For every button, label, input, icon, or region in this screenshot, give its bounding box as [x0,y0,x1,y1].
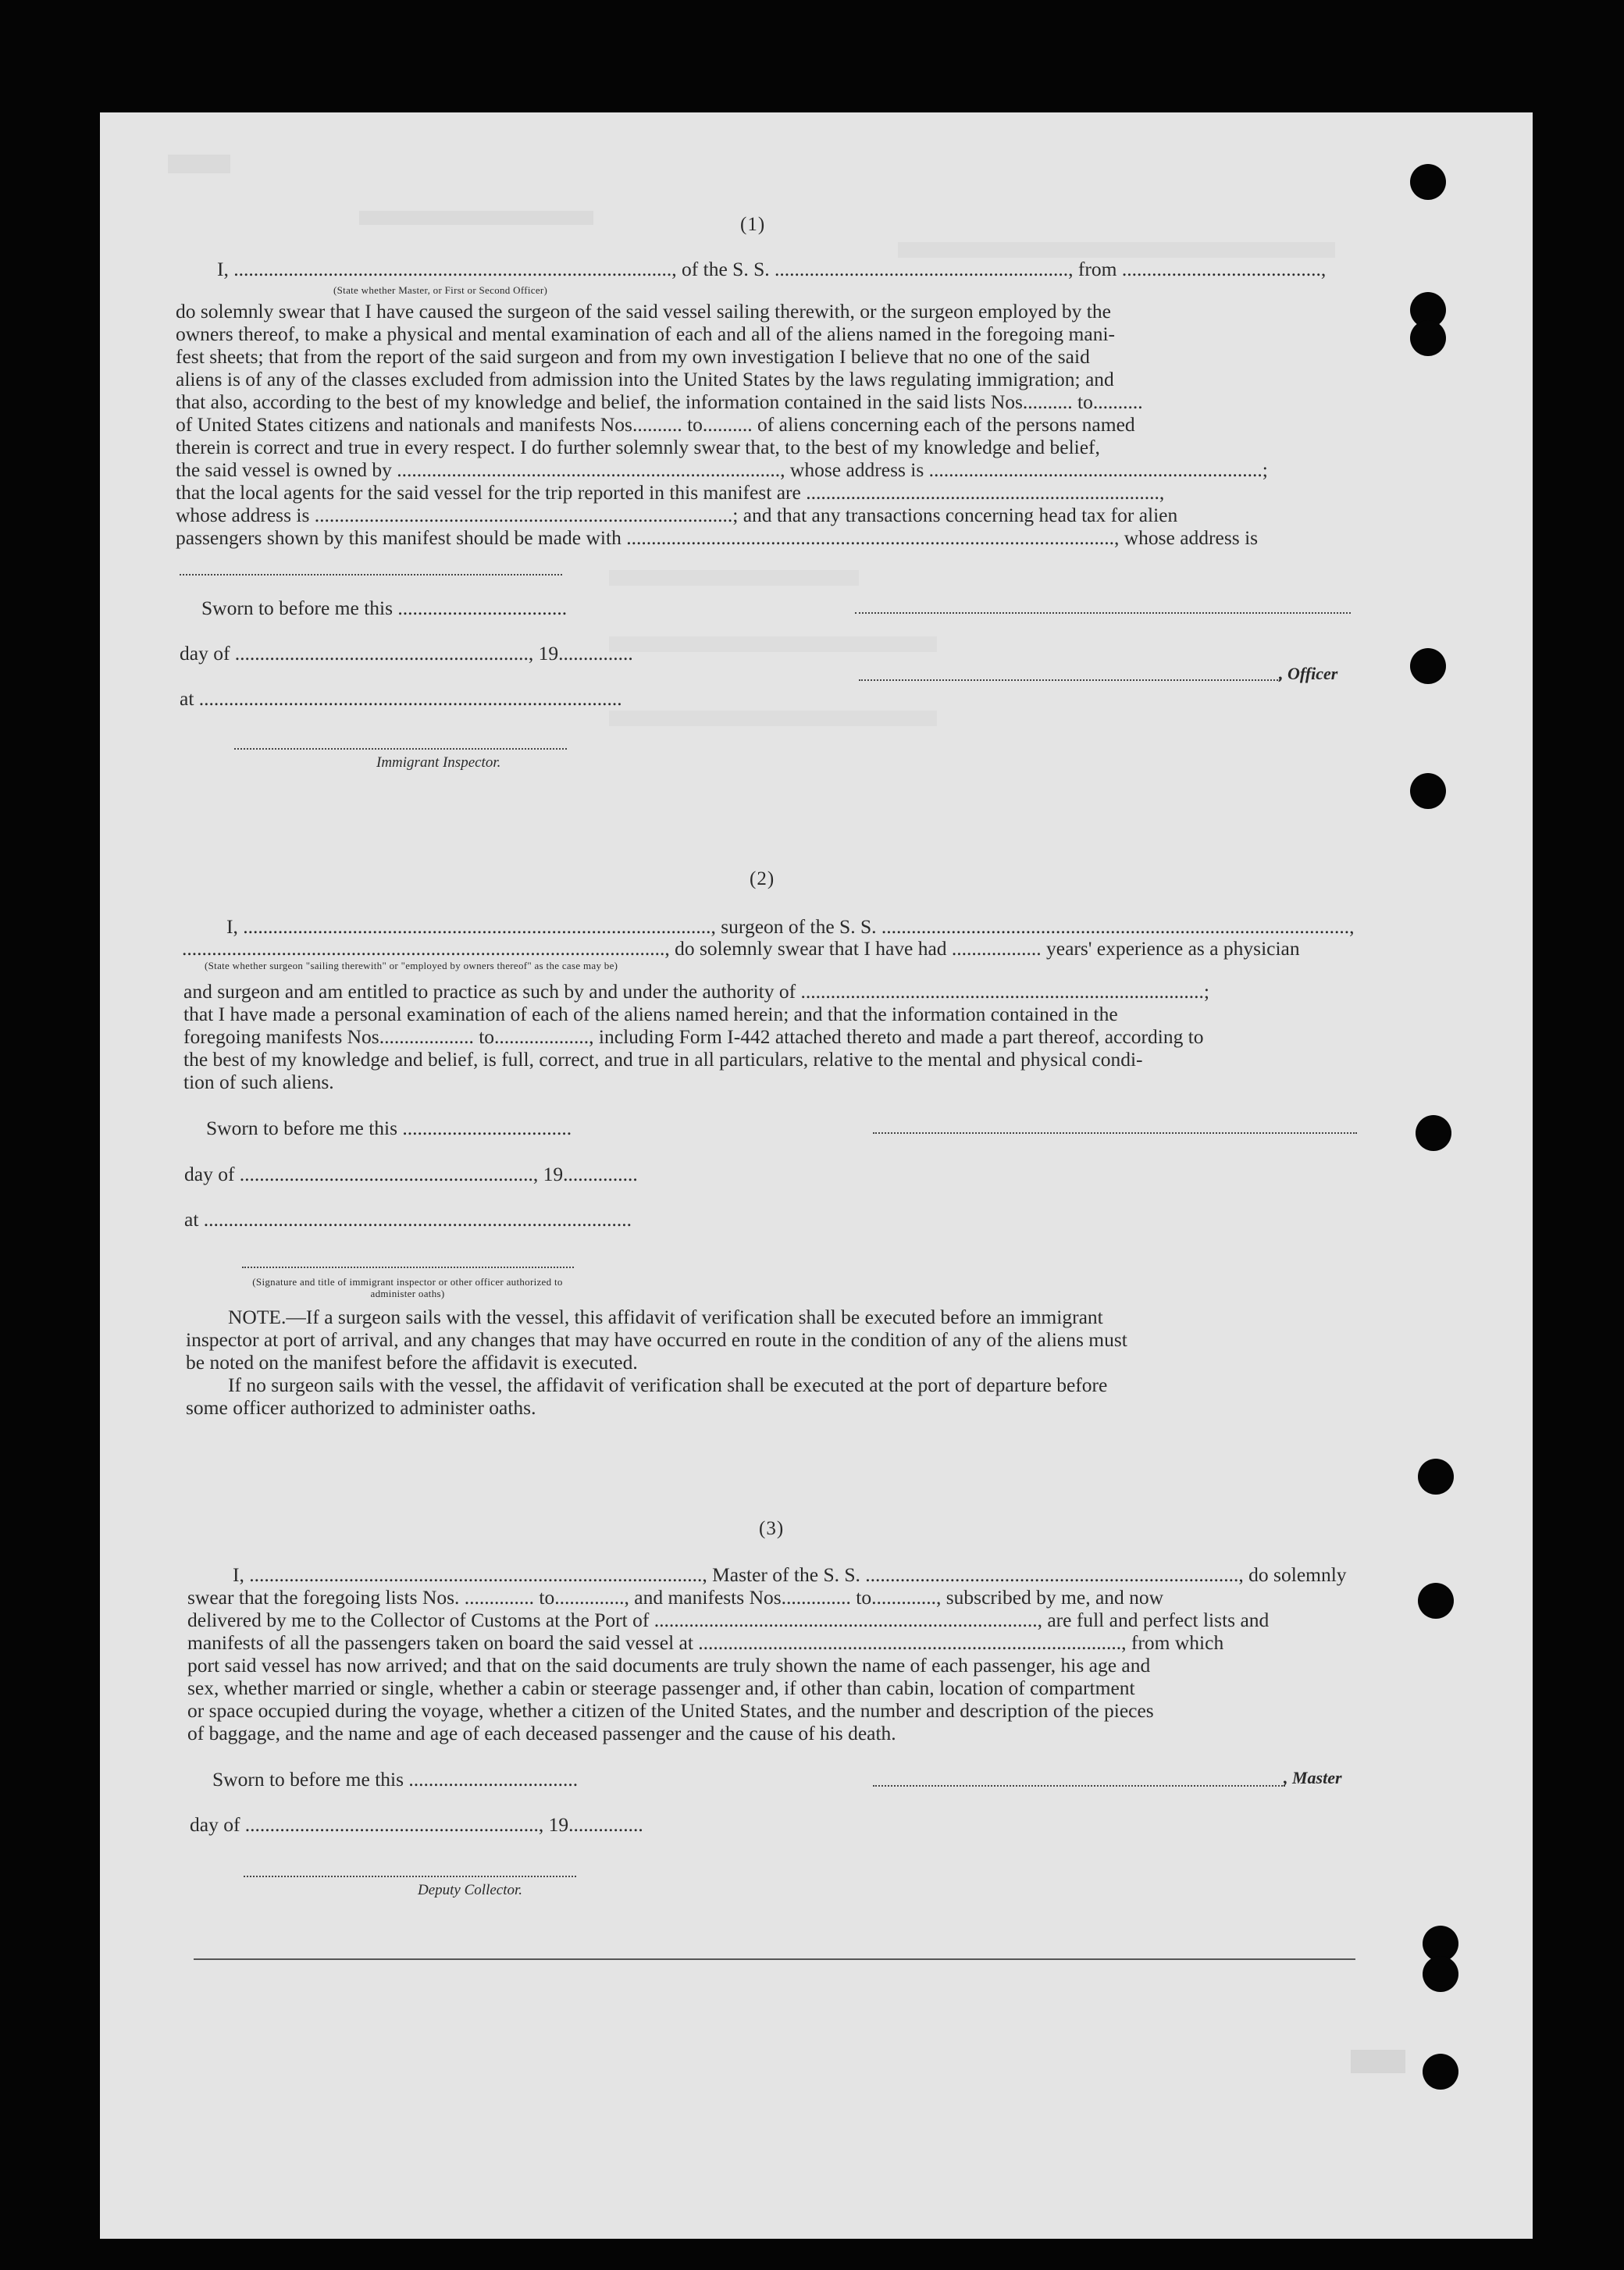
at-text: at ..................................................................................... [180,687,622,710]
collector-label: Deputy Collector. [418,1882,523,1898]
bleed-through-mark [609,636,937,652]
bottom-rule [194,1958,1355,1960]
punch-hole [1418,1583,1454,1619]
surgeon-signature-line [873,1132,1357,1134]
section-2-line: and surgeon and am entitled to practice as such by and under the authority of .................................................................................; [183,980,1209,1003]
section-3-line: manifests of all the passengers taken on board the said vessel at ....................................................................................., from which [187,1631,1224,1654]
bleed-through-mark [359,211,593,225]
section-1-line: aliens is of any of the classes excluded from admission into the United States by the laws regulating immigration; and [176,368,1114,390]
section-2-caption: (State whether surgeon "sailing therewith" or "employed by owners thereof" as the case may be) [205,960,618,971]
bleed-through-mark [1351,2050,1405,2073]
day-of-text: day of ..........................................................., 19............... [180,642,633,665]
officer-signature-line-upper [855,612,1351,614]
inspector-signature-line [234,748,567,750]
section-1-line: owners thereof, to make a physical and mental examination of each and all of the aliens named in the foregoing mani- [176,323,1116,345]
section-2-line: foregoing manifests Nos................... to..................., including Form I-442 attached thereto and made a part thereof, according to [183,1025,1204,1048]
section-1-line: that also, according to the best of my knowledge and belief, the information contained in the said lists Nos.......... to.......... [176,390,1143,413]
punch-hole [1410,648,1446,684]
section-2-number: (2) [750,868,775,889]
section-1-number: (1) [740,214,766,235]
section-3-line: I, ..........................................................................................., Master of the S. S. ..........................................................................., do solemnly [233,1563,1347,1586]
punch-hole [1416,1115,1451,1151]
section-2-line: ................................................................................................., do solemnly swear that I have had .................. years' experience as a physician [182,937,1300,960]
inspector-label: Immigrant Inspector. [376,754,501,771]
sworn-text: Sworn to before me this .................................. [206,1117,572,1139]
section-3-line: delivered by me to the Collector of Customs at the Port of ............................................................................., are full and perfect lists and [187,1609,1270,1631]
section-1-line: of United States citizens and nationals and manifests Nos.......... to.......... of aliens concerning each of the persons named [176,413,1135,436]
section-3-number: (3) [759,1518,785,1539]
section-2-signature-caption: (Signature and title of immigrant inspector or other officer authorized to administer oaths) [252,1276,563,1299]
section-1-line: fest sheets; that from the report of the said surgeon and from my own investigation I believe that no one of the said [176,345,1090,368]
section-2-line: I, .............................................................................................., surgeon of the S. S. .............................................................................................., [226,915,1355,938]
note-line: some officer authorized to administer oaths. [186,1396,536,1419]
note-line: NOTE.—If a surgeon sails with the vessel, this affidavit of verification shall be executed before an immigrant [228,1306,1103,1328]
note-line: be noted on the manifest before the affidavit is executed. [186,1351,638,1374]
punch-hole [1423,1956,1458,1992]
section-1-line: do solemnly swear that I have caused the surgeon of the said vessel sailing therewith, or the surgeon employed by the [176,300,1111,323]
collector-signature-line [244,1876,576,1877]
section-1-line: the said vessel is owned by ............................................................................., whose address is ...................................................................; [176,458,1268,481]
section-3-line: or space occupied during the voyage, whether a citizen of the United States, and the number and description of the pieces [187,1699,1154,1722]
section-2-line: that I have made a personal examination of each of the aliens named herein; and that the information contained in the [183,1003,1118,1025]
section-1-line: that the local agents for the said vessel for the trip reported in this manifest are ......................................................................., [176,481,1165,504]
section-3-line: port said vessel has now arrived; and that on the said documents are truly shown the name of each passenger, his age and [187,1654,1151,1677]
section-2-line: tion of such aliens. [183,1071,334,1093]
master-label: , Master [1284,1768,1342,1787]
section-3-line: sex, whether married or single, whether a cabin or steerage passenger and, if other than cabin, location of compartment [187,1677,1135,1699]
master-signature-line [873,1785,1285,1787]
punch-hole [1418,1459,1454,1495]
section-1-line: passengers shown by this manifest should be made with .................................................................................................., whose address is [176,526,1259,549]
section-2-inspector-signature-line [242,1267,574,1268]
section-1-top-signature-line [180,574,562,576]
sworn-text: Sworn to before me this .................................. [212,1768,579,1791]
bleed-through-mark [168,155,230,173]
section-3-line: swear that the foregoing lists Nos. .............. to.............., and manifests Nos.............. to............., subscribed by me, and now [187,1586,1164,1609]
day-of-text: day of ..........................................................., 19............... [184,1163,638,1185]
bleed-through-mark [898,242,1335,258]
bleed-through-mark [609,711,937,726]
punch-hole [1410,320,1446,356]
punch-hole [1410,164,1446,200]
day-of-text: day of ..........................................................., 19............... [190,1813,643,1836]
section-3-line: of baggage, and the name and age of each deceased passenger and the cause of his death. [187,1722,896,1744]
section-1-line: whose address is ....................................................................................; and that any transactions concerning head tax for alien [176,504,1178,526]
punch-hole [1423,2054,1458,2090]
bleed-through-mark [609,570,859,586]
section-1-line: therein is correct and true in every respect. I do further solemnly swear that, to the best of my knowledge and belief, [176,436,1100,458]
section-1-caption: (State whether Master, or First or Second Officer) [333,284,548,296]
note-line: If no surgeon sails with the vessel, the affidavit of verification shall be executed at the port of departure before [228,1374,1108,1396]
sworn-text: Sworn to before me this .................................. [201,597,568,619]
officer-signature-line [859,679,1280,681]
punch-hole [1410,773,1446,809]
section-1-line: I, ........................................................................................, of the S. S. ..........................................................., from ........................................, [217,258,1327,280]
at-text: at ...................................................................................... [184,1208,632,1231]
section-2-line: the best of my knowledge and belief, is full, correct, and true in all particulars, relative to the mental and physical condi- [183,1048,1143,1071]
officer-label: , Officer [1279,664,1338,683]
note-line: inspector at port of arrival, and any changes that may have occurred en route in the condition of any of the aliens must [186,1328,1127,1351]
